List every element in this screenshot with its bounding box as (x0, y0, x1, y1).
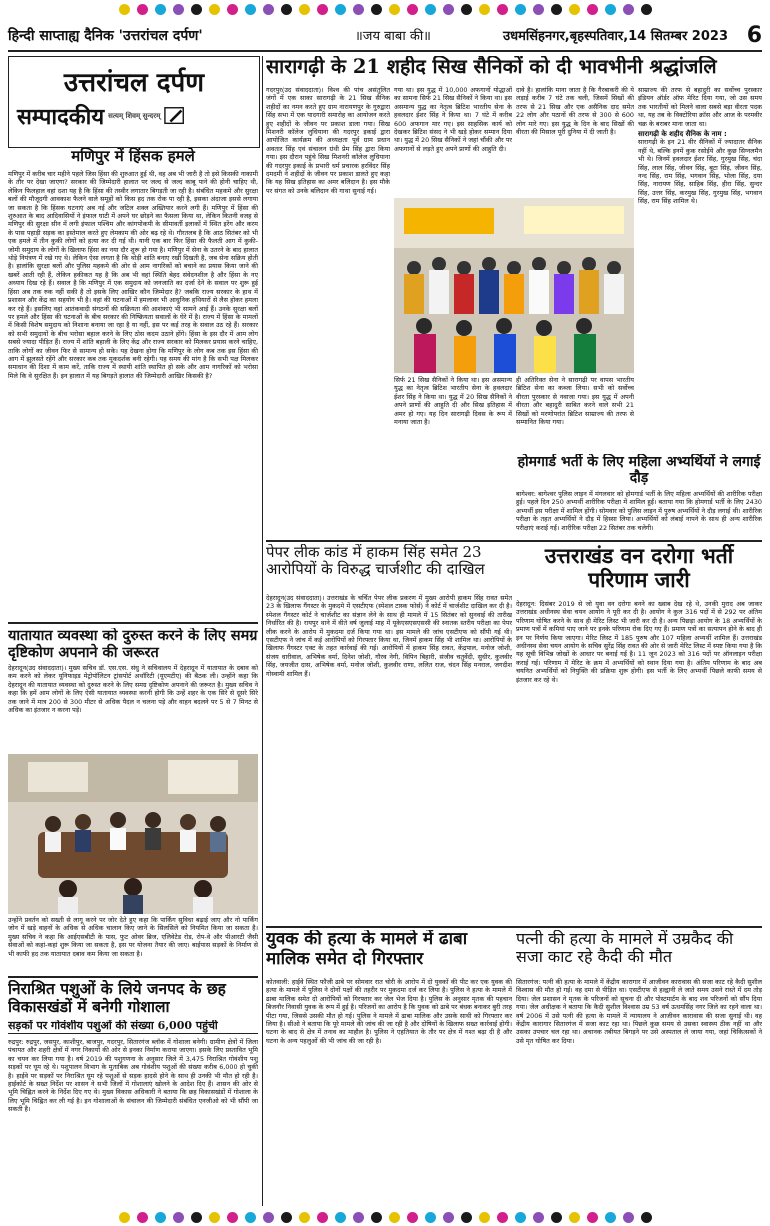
registration-dot (551, 4, 562, 15)
registration-dot (371, 4, 382, 15)
registration-dot (317, 4, 328, 15)
home-guard-body: बागेश्वर: बागेश्वर पुलिस लाइन में मंगलवार को होमगार्ड भर्ती के लिए महिला अभ्यर्थियों की शारीरिक परीक्षा हुई। पहले दिन 250 अभ्यर्थी शारीरिक परीक्षा में शामिल हुईं। बताया गया कि होमगार्ड भर्ती के लिए 2430 अभ्यर्थी इस परीक्षा में शामिल होंगी। सोमवार को पुलिस लाइन में पुरुष अभ्यर्थियों ने दौड़ लगाई थी। शारीरिक परीक्षा के तहत अभ्यर्थियों ने दौड़ में हिस्सा लिया। अभ्यर्थियों को लंबाई नापने के साथ ही अन्य शारीरिक परीक्षाएं कराई गईं। शारीरिक परीक्षा 22 सितंबर तक चलेगी। (516, 490, 762, 532)
registration-dot (155, 4, 166, 15)
traffic-body-top: देहरादून(उद संवाददाता)। मुख्य सचिव डॉ. एस.एस. संधु ने सचिवालय में देहरादून में यातायात के दबाव को कम करने को लेकर यूनिफाइड मेट्रोपॉलिटन ट्रांसपोर्ट अथॉरिटी (यूएमटीए) की बैठक ली। उन्होंने कहा कि देहरादून की यातायात व्यवस्था को दुरुस्त करने के लिए समग्र दृष्टिकोण अपनाने की जरूरत है। मुख्य सचिव ने कहा कि हमें आम लोगों के लिए ऐसी यातायात व्यवस्था करनी होगी कि उन्हें शहर के एक सिरे से दूसरे सिरे तक जाने में मात्र 200 से 300 मीटर से अधिक पैदल न चलना पड़े और वाहन बदलने पर 5 से 7 मिनट से अधिक का इंतजार न करना पड़े। (8, 664, 258, 715)
paper-leak-body: देहरादून(उद संवाददाता)। उत्तराखंड के चर्चित पेपर लीक प्रकरण में मुख्य आरोपी हाकम सिंह रावत समेत 23 के खिलाफ गैंगस्टर के मुकदमे में एसटीएफ (स्पेशल टास्क फोर्स) ने कोर्ट में चार्जशीट दाखिल कर दी है। स्पेशल गैंगस्टर कोर्ट ने चार्जशीट का संज्ञान लेने के साथ ही मामले में 15 सितंबर को सुनवाई की तारीख निर्धारित की है। रायपुर थाने में वीते वर्ष जुलाई माह में यूकेएसएसएससी की स्नातक स्तरीय परीक्षा का पेपर लीक करने के आरोप में मुकदमा दर्ज किया गया था। इस मामले की जांच एसटीएफ को सौंपी गई थी। एसटीएफ ने जांच में कई आरोपियों को गिरफ्तार किया था, जिनमें हाकम सिंह भी शामिल था। आरोपियों के खिलाफ गैंगस्टर एक्ट के तहत कार्रवाई की गई। आरोपियों में हाकम सिंह रावत, केंद्रपाल, मनोज जोशी, संजय धारीवाल, अभिषेक वर्मा, दिनेश जोशी, गौरव नेगी, विपिन बिहारी, संजीव चतुर्वेदी, सुधीर, कुलवीर सिंह, जयजीत दास, अभिषेक वर्मा, मनोज जोशी, कुलवीर राणा, ललित राज, चंदन सिंह मनराल, जगदीश गोस्वामी शामिल हैं। (266, 594, 512, 678)
registration-dot (587, 4, 598, 15)
sikh-headline: सारागढ़ी के 21 शहीद सिख सैनिकों को दी भावभीनी श्रद्धांजलि (266, 56, 717, 78)
sikh-column-2b: सिर्फ 21 सिख सैनिकों ने किया था। इस असमान्य युद्ध का नेतृत्व ब्रिटिश भारतीय सेना के हवलदार ईशर सिंह ने किया था। युद्ध में 20 सिख सैनिकों ने अपने प्राणों की आहुति दी और सिख इतिहास में अमर हो गए। यह दिन सारागढ़ी दिवस के रूप में मनाया जाता है। (394, 376, 512, 427)
registration-dot (479, 1212, 490, 1223)
paper-name: हिन्दी साप्ताह्य दैनिक 'उत्तरांचल दर्पण' (8, 27, 203, 44)
editorial-body: मणिपुर में करीब चार महीने पहले जिस हिंसा की शुरुआत हुई थी, वह अब भी जारी है तो इसे किसकी नाकामी के तौर पर देखा जाएगा? सरकार की जिम्मेदारी हालात पर जल्द से जल्द काबू पाने की होनी चाहिए थी, लेकिन फिलहाल वहां दशा यह है कि हिंसा की तस्वीर लगातार बिगड़ती जा रही है। संबंधित महकमे और सुरक्षा बलों की मौजूदगी आवकाश फैलने वाले समूहों को किस हद तक रोक पा रही है, इसका अंदाजा इससे लगाया जा सकता है कि हिंसक घटनाएं अब नई और जटिल शक्ल अख्तियार करने लगी हैं। मणिपुर में हिंसा की शुरुआत के बाद आदिवासियों ने इंफाल घाटी में अपने घर छोड़ने का फैसला किया था, लेकिन कितनी वजह से मणिपुर की सुरक्षा सीन में लगी इंफाल पश्चिम और कांगपोकपी के सीमावर्ती इलाकों में स्थित इरेंग और करम के पास पहाड़ी सड़क का इस्तेमाल करते हुए लेमकाम की ओर बढ़ रहे थे। गौरतलब है कि आठ सितंबर को भी एक हमले में तीन कुकी लोगों को हत्या कर दी गई थी। यानी एक बार फिर हिंसा की फैलती आग में कुकी-जोमी समुदाय के लोगों के खिलाफ हिंसा का नया दौर शुरू हो गया है। मणिपुर में सेना के उतरने के बाद हालात थोड़े नियंत्रण में रखे गए थे। लेकिन ऐसा लगता है कि थोड़ी शांति बनाए रखी दिखती है, जब सेना सक्रिय होती है। हालांकि सुरक्षा बलों और पुलिस महकमे की ओर से आम नागरिकों को बचाने का प्रयास किया जाने की खबरें आती रही हैं, लेकिन हकीकत यह है कि अब भी वहां स्थिति बेहद संवेदनशील है और हिंसा के नए अध्याय दिख रहे हैं। सवाल है कि मणिपुर में एक समुदाय को जनजाति का दर्जा देने के सवाल पर शुरू हुई हिंसा अब तक रुक नहीं सकी है तो इसके लिए आखिर कौन जिम्मेदार है? जबकि राज्य सरकार के हाथ में प्रशासन और केंद्र का सहयोग भी है। वहां की घटनाओं में हमलावर भी आधुनिक हथियारों से लैस होकर हमला कर रहे हैं। इसलिए वहां आतंकवादी संगठनों की सक्रियता की आशंकाएं भी सामने आई हैं। उनके सुरक्षा बलों पर हमले और हिंसा की घटनाओं के बीच सरकार की निष्क्रियता सवालों के घेरे में है। राज्य में हिंसा के मामलों में किसी विशेष समुदाय को निशाना बनाया जा रहा है या नहीं, इस पर कई तरह के सवाल उठ रहे हैं। सरकार को सभी समुदायों के बीच भरोसा बहाल करने के लिए ठोस कदम उठाने होंगे। हिंसा के इस दौर में आम लोग सबसे ज्यादा पीड़ित हैं। राज्य में शांति बहाली के लिए केंद्र और राज्य सरकार को मिलकर प्रयास करने चाहिए, ताकि लोगों का जीवन फिर से सामान्य हो सके। यह देखना होगा कि मणिपुर के लोग कब तक इस हिंसा की आग में झुलसते रहेंगे और सरकार कब तक मूकदर्शक बनी रहेगी। यह समय की मांग है कि सभी पक्ष मिलकर समाधान की दिशा में काम करें, ताकि राज्य में स्थायी शांति स्थापित हो सके और आम नागरिकों को भरोसा मिले कि वे सुरक्षित हैं। इन हालात में यह बिगड़ते हालात की जिम्मेदारी आखिर किसकी है? (8, 170, 258, 380)
dateline: उधमसिंहनगर,बृहस्पतिवार,14 सितम्बर 2023 (503, 29, 728, 44)
murder-headline: युवक की हत्या के मामले में ढाबा मालिक समेत दो गिरफ्तार (266, 930, 468, 969)
registration-dot (443, 4, 454, 15)
registration-dot (299, 1212, 310, 1223)
cattle-body: रुद्रपुर: रुद्रपुर, जसपुर, काशीपुर, बाजपुर, गदरपुर, सितारगंज ब्लॉक में गोशाला बनेगी। ग्रामीण क्षेत्रों में जिला पंचायत और शहरी क्षेत्रों में नगर निकायों की ओर से इनका निर्माण कराया जाएगा। इसके लिए प्रस्तावित भूमि का चयन कर लिया गया है। वर्ष 2019 की पशुगणना के अनुसार जिले में 3,475 निराश्रित गोवंशीय पशु सड़कों पर घूम रहे थे। पशुपालन विभाग के मुताबिक अब गोवंशीय पशुओं की संख्या करीब 6,000 हो चुकी है। हाईवे पर सड़कों पर निराश्रित घूम रहे पशुओं से सड़क हादसे होने के साथ ही उनकी भी मौत हो रही है। हाईकोर्ट के सख्त निर्देश पर शासन ने सभी जिलों में गोशालाएं खोलने के आदेश दिए हैं। शासन की ओर से भूमि चिह्नित करने के निर्देश दिए गए थे। मुख्य विकास अधिकारी ने बताया कि छह विकासखंडों में गोशाला के लिए भूमि चिह्नित कर ली गई है। इन गोशालाओं के संचालन की जिम्मेदारी संबंधित एनजीओ को भी सौंपी जा सकती है। (8, 1038, 258, 1114)
registration-dot (191, 4, 202, 15)
registration-dot (479, 4, 490, 15)
masthead-tagline: सत्यम् शिवम् सुन्दरम् (108, 111, 161, 120)
registration-dot (587, 1212, 598, 1223)
registration-dot (137, 1212, 148, 1223)
registration-dot (605, 4, 616, 15)
home-guard-headline: होमगार्ड भर्ती के लिए महिला अभ्यर्थियों ने लगाई दौड़ (517, 454, 761, 487)
registration-marks-bottom (0, 1208, 770, 1226)
registration-dot (191, 1212, 202, 1223)
registration-dot (209, 1212, 220, 1223)
sikh-col4-text: साम्राज्य की तरफ से बहादुरी का सर्वोच्च पुरस्कार इंडियन ऑर्डर ऑफ मेरिट दिया गया, जो उस समय तक भारतीयों को मिलने वाला सबसे बड़ा वीरता पदक था, यह तब के विक्टोरिया क्रॉस और आज के परमवीर चक्र के बराबर माना जाता था। (638, 86, 762, 128)
registration-dot (119, 4, 130, 15)
registration-dot (389, 1212, 400, 1223)
registration-dot (263, 4, 274, 15)
sikh-column-3: दावे है। हालांकि माना जाता है कि गैरबाकरी की ये लड़ाई करीब 7 घंटे तक चली, जिसमें सिखों की तरफ से 21 सिख और एक असैनिक दाद समेत 22 लोग और पठानों की तरफ से 300 से 600 लोग मारे गए। इस युद्ध के दिन के बाद सिखों की वीरता की मिसाल पूरी दुनिया में दी जाती है। (516, 86, 634, 137)
wife-case-headline: पत्नी की हत्या के मामले में उम्रकैद की सजा काट रहे कैदी की मौत (516, 930, 734, 967)
paper-leak-headline: पेपर लीक कांड में हाकम सिंह समेत 23 आरोपियों के विरुद्ध चार्जशीट की दाखिल (266, 544, 485, 579)
forest-body: देहरादून: दिसंबर 2019 से जो युवा वन दरोगा बनने का ख्वाब देख रहे थे, उनकी मुराद अब जाकर उत्तराखंड अधीनस्थ सेवा चयन आयोग ने पूरी कर दी है। आयोग ने कुल 316 पदों में से 292 पर अंतिम परिणाम घोषित करने के साथ ही मेरिट लिस्ट भी जारी कर दी है। अन्य पिछड़ा आयोग के 18 अभ्यर्थियों के प्रमाण पत्रों में कमियां पाए जाने पर इनके परिणाम रोक दिए गए हैं। प्रमाण पत्रों का सत्यापन होने के बाद ही इन पर निर्णय किया जाएगा। मेरिट लिस्ट में 185 पुरुष और 107 महिला अभ्यर्थी शामिल हैं। उत्तराखंड अधीनस्थ सेवा चयन आयोग के सचिव सुरेंद्र सिंह रावत की ओर से जारी मेरिट लिस्ट में स्पष्ट किया गया है कि यह सूची विभिन्न जोखों के आधार पर बनाई गई है। 11 जून 2023 को 316 पदों पर ऑनलाइन परीक्षा कराई गई। परिणाम में मेरिट के क्रम में अभ्यर्थियों को स्थान दिया गया है। अंतिम परिणाम के बाद अब चयनित अभ्यर्थियों को नियुक्ति की प्रक्रिया शुरू होगी। इस भर्ती के लिए अभ्यर्थी पिछले काफी समय से इंतजार कर रहे थे। (516, 600, 762, 684)
registration-dot (155, 1212, 166, 1223)
registration-dot (209, 4, 220, 15)
murder-body: कोतवाली: हाईवे स्थित फौजी ढाबे पर सोमवार रात चोरी के आरोप में दो युवकों की पीट कर एक युवक की हत्या के मामले में पुलिस ने दोनों पक्षों की तहरीर पर मुकदमा दर्ज कर लिया है। पुलिस ने हत्या के मामले में ढाबा मालिक समेत दो आरोपियों को गिरफ्तार कर जेल भेज दिया है। पुलिस के अनुसार मृतक की पहचान बिजनौर निवासी युवक के रूप में हुई है। परिजनों का आरोप है कि युवक को ढाबे पर बंधक बनाकर बुरी तरह पीटा गया, जिससे उसकी मौत हो गई। पुलिस ने मामले में ढाबा मालिक और उसके साथी को गिरफ्तार कर लिया है। सीओ ने बताया कि पूरे मामले की जांच की जा रही है और दोषियों के खिलाफ सख्त कार्रवाई होगी। घटना के बाद से क्षेत्र में तनाव का माहौल है। पुलिस ने एहतियात के तौर पर क्षेत्र में गश्त बढ़ा दी है और घटना के अन्य पहलुओं की भी जांच की जा रही है। (266, 978, 512, 1045)
divider (8, 622, 258, 624)
registration-marks-top (0, 0, 770, 18)
sikh-martyrs-names: सारागढ़ी के इन 21 वीर सैनिकों में ज्यादातर सैनिक नहीं थे, बल्कि इनमें कुक रसोईये और कुछ सिग्नलमैन भी थे। जिनमें हवलदार ईशर सिंह, गुरमुख सिंह, चंदा सिंह, लाल सिंह, जीवन सिंह, बूटा सिंह, जीवन सिंह, नन्द सिंह, राम सिंह, भगवान सिंह, भोला सिंह, दया सिंह, नारायण सिंह, साहिब सिंह, हीरा सिंह, सुन्दर सिंह, उत्तर सिंह, करमुख सिंह, गुरमुख सिंह, भगवान सिंह, राम सिंह शामिल थे। (638, 138, 762, 206)
registration-dot (623, 4, 634, 15)
registration-dot (461, 1212, 472, 1223)
divider (266, 926, 762, 928)
registration-dot (497, 4, 508, 15)
registration-dot (443, 1212, 454, 1223)
registration-dot (533, 4, 544, 15)
registration-dot (335, 1212, 346, 1223)
registration-dot (497, 1212, 508, 1223)
registration-dot (245, 4, 256, 15)
registration-dot (263, 1212, 274, 1223)
editorial-label: सम्पादकीय (17, 104, 105, 130)
registration-dot (605, 1212, 616, 1223)
cattle-subhead: सड़कों पर गोवंशीय पशुओं की संख्या 6,000 पहुंची (8, 1020, 258, 1034)
registration-dot (353, 1212, 364, 1223)
registration-dot (533, 1212, 544, 1223)
registration-dot (119, 1212, 130, 1223)
registration-dot (281, 1212, 292, 1223)
registration-dot (425, 4, 436, 15)
registration-dot (371, 1212, 382, 1223)
wife-case-body: सितारगंज: पत्नी की हत्या के मामले में केंद्रीय कारागार में आजीवन कारावास की सजा काट रहे कैदी सुशील विश्वास की मौत हो गई। वह दमा से पीड़ित था। एसटीएफ से हल्द्वानी ले जाते समय उसने रास्ते में दम तोड़ दिया। जेल प्रशासन ने मृतक के परिजनों को सूचना दी और पोस्टमार्टम के बाद शव परिजनों को सौंप दिया गया। जेल अधीक्षक ने बताया कि कैदी सुशील विश्वास उम्र 53 वर्ष ऊधमसिंह नगर जिले का रहने वाला था। वर्ष 2006 में उसे पत्नी की हत्या के मामले में न्यायालय ने आजीवन कारावास की सजा सुनाई थी। वह केंद्रीय कारागार सितारगंज में सजा काट रहा था। पिछले कुछ समय से उसका स्वास्थ्य ठीक नहीं था और उसका उपचार चल रहा था। अचानक तबीयत बिगड़ने पर उसे अस्पताल ले जाया गया, जहां चिकित्सकों ने उसे मृत घोषित कर दिया। (516, 978, 762, 1045)
registration-dot (425, 1212, 436, 1223)
traffic-headline: यातायात व्यवस्था को दुरुस्त करने के लिए समग्र दृष्टिकोण अपनाने की जरूरत (8, 628, 258, 661)
traffic-body-bottom: उन्होंने प्रवर्तन को सख्ती से लागू करने पर जोर देते हुए कहा कि पार्किंग सुविधा बढ़ाई जाए और नो पार्किंग जोन में खड़े वाहनों के अधिक से अधिक चालान किए जाने के सिलसिले को नियमित किया जा सकता है। मुख्य सचिव ने कहा कि आईएसबीटी के पास, फुट ओवर ब्रिज, एलिवेटेड रोड, रोप-वे और पीआरटी जैसी सेवाओं को कहां-कहां शुरू किया जा सकता है, इस पर योजना तैयार की जाए। बाईपास सड़कों के निर्माण से भी काफी हद तक यातायात दबाव कम किया जा सकता है। (8, 916, 258, 958)
divider (8, 976, 258, 978)
column-separator (262, 56, 263, 1206)
sikh-martyrs-subhead: सारागढ़ी के शहीद सैनिक के नाम : (638, 130, 727, 139)
registration-dot (641, 4, 652, 15)
masthead-title: उत्तरांचल दर्पण (63, 68, 205, 98)
registration-dot (227, 1212, 238, 1223)
registration-dot (317, 1212, 328, 1223)
registration-dot (173, 4, 184, 15)
registration-dot (353, 4, 364, 15)
registration-dot (137, 4, 148, 15)
registration-dot (461, 4, 472, 15)
divider (266, 540, 762, 542)
cattle-headline: निराश्रित पशुओं के लिये जनपद के छह विकासखंडों में बनेगी गोशाला (8, 980, 226, 1016)
sikh-column-3b: ही अतिरिक्त सेना ने सारागढ़ी पर वापस भारतीय ब्रिटिश सेना का कब्जा लिया। सभी को सर्वोच्च वीरता पुरस्कार से नवाजा गया। इस युद्ध में अपनी वीरता और बहादुरी साबित करने वाले सभी 21 सिखों को मरणोपरांत ब्रिटिश साम्राज्य की तरफ से सम्मानित किया गया। (516, 376, 634, 427)
registration-dot (623, 1212, 634, 1223)
meeting-photo (8, 754, 258, 914)
registration-dot (281, 4, 292, 15)
page-number: 6 (746, 22, 762, 48)
quill-pen-icon (164, 105, 186, 127)
tribute-event-photo (394, 198, 634, 373)
registration-dot (389, 4, 400, 15)
registration-dot (227, 4, 238, 15)
registration-dot (173, 1212, 184, 1223)
sikh-column-2: गया था। इस युद्ध में 10,000 अफगानों योद्धाओं का सामना सिर्फ 21 सिख सैनिकों ने किया था। इस असमान्य युद्ध का नेतृत्व ब्रिटिश भारतीय सेना के हवलदार ईशर सिंह ने किया था। 7 घंटे में करीब 600 अफगान मार गए। इस साहसिक कार्य को देखकर ब्रिटिश संसद ने भी खड़े होकर सम्मान दिया था। युद्ध में 20 सिख सैनिकों ने जहां चौंकी और पर अफगानों से लड़ते हुए अपने प्राणों की आहुति दी। (394, 86, 512, 153)
registration-dot (551, 1212, 562, 1223)
registration-dot (407, 4, 418, 15)
header-motto: ॥जय बाबा की॥ (355, 29, 431, 44)
registration-dot (245, 1212, 256, 1223)
registration-dot (407, 1212, 418, 1223)
registration-dot (299, 4, 310, 15)
registration-dot (515, 1212, 526, 1223)
editorial-masthead (8, 56, 260, 148)
registration-dot (569, 1212, 580, 1223)
registration-dot (515, 4, 526, 15)
forest-headline: उत्तराखंड वन दरोगा भर्ती परिणाम जारी (544, 544, 734, 593)
page-header (8, 20, 762, 52)
registration-dot (641, 1212, 652, 1223)
registration-dot (569, 4, 580, 15)
editorial-headline: मणिपुर में हिंसक हमले (71, 148, 195, 165)
sikh-column-1: गदरपुर(उद संवाददाता)। विश्व की पांच असंतुलित जंगों में एक साका सारागढ़ी के 21 सिख सैनिक शहीदों का नमन करते हुए ग्राम नारायणपुर के गुरुद्वारा सिंह सभा में एक यादगारी समारोह का आयोजन करते हुए शहीदों के जीवन पर प्रकाश डाला गया। सिख मिशनरी कॉलेज लुधियाना की गदरपुर इकाई द्वारा आयोजित कार्यक्रम की अध्यक्षता पूर्व ग्राम प्रधान अवतार सिंह एवं संचालन ग्रंथी प्रेम सिंह द्वारा किया गया। इस दौरान पहुंचे सिख मिशनरी कॉलेज लुधियाना की गदरपुर इकाई के प्रभारी धर्म प्रचारक हरविंदर सिंह दमदमी ने शहीदों के जीवन पर प्रकाश डालते हुए कहा कि यह सिख इतिहास का अमर बलिदान है। इस मौके पर संगत को उनके बलिदान की गाथा सुनाई गई। (266, 86, 390, 195)
registration-dot (335, 4, 346, 15)
